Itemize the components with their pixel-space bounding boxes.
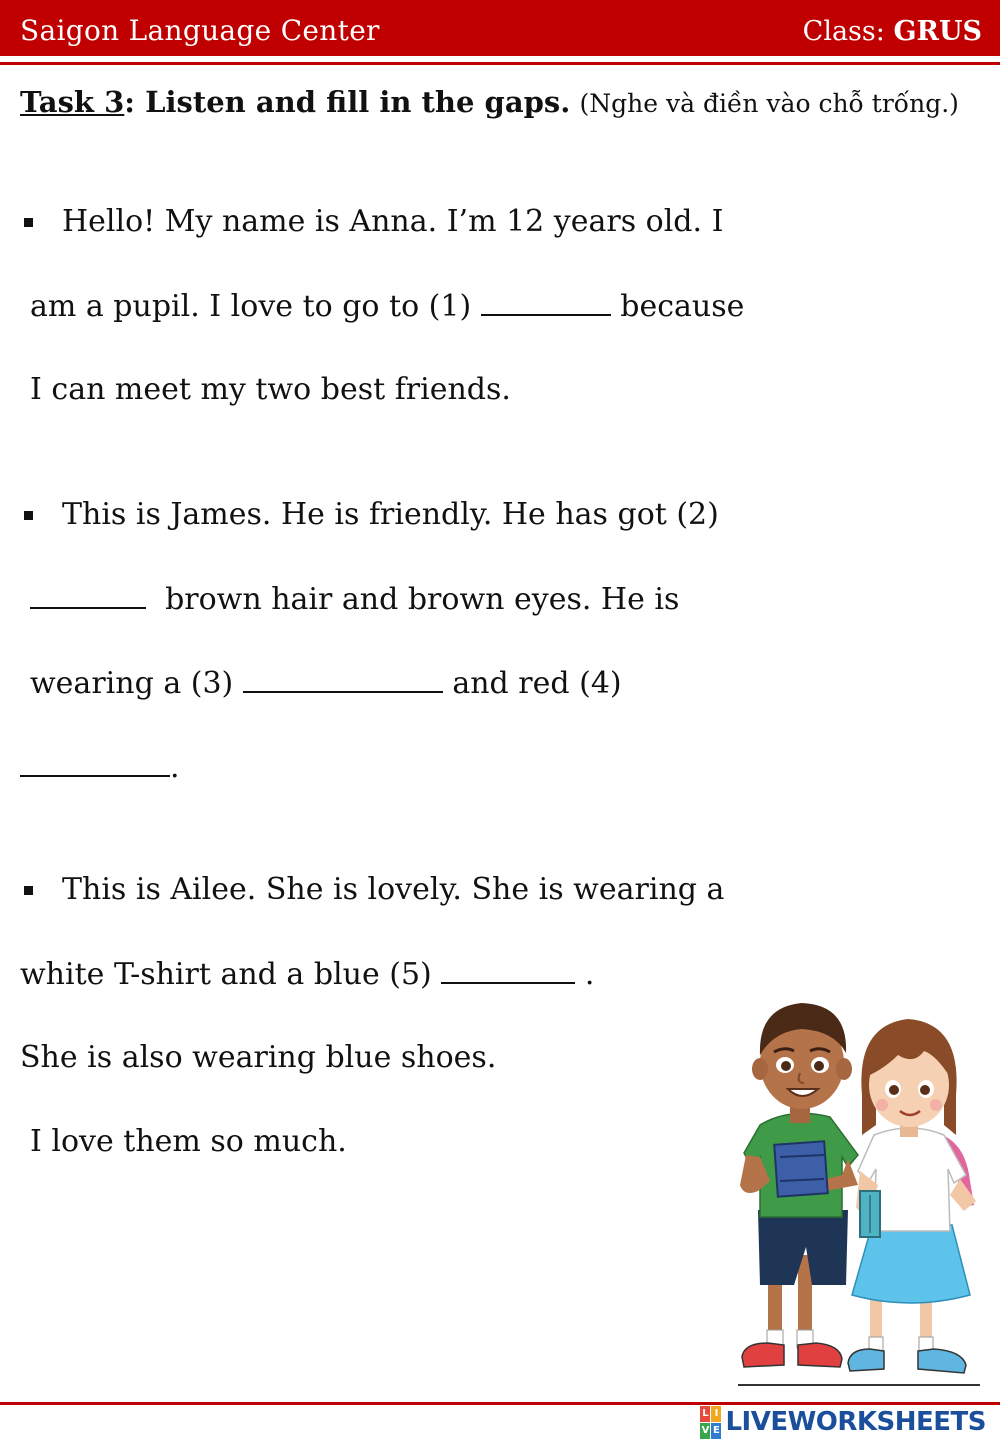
- p2-line1: This is James. He is friendly. He has got (2): [62, 497, 719, 532]
- bullet-3: [24, 886, 33, 895]
- p2-line2-text: brown hair and brown eyes. He is: [165, 582, 680, 617]
- class-label: Class:: [802, 16, 885, 47]
- logo-text: LIVEWORKSHEETS: [725, 1407, 986, 1437]
- logo-mark-letter: V: [700, 1423, 710, 1439]
- p1-line1: Hello! My name is Anna. I’m 12 years old. I: [62, 204, 724, 239]
- p3-line2: [20, 956, 594, 993]
- logo-mark-letter: L: [700, 1406, 710, 1422]
- p2-line3b: and red (4): [452, 666, 622, 701]
- p3-line2a: white T-shirt and a blue (5): [20, 957, 432, 992]
- gap-5-blank[interactable]: [441, 956, 575, 984]
- p2-line3a: wearing a (3): [30, 666, 234, 701]
- p1-line3: I can meet my two best friends.: [30, 372, 511, 407]
- gap-3-blank[interactable]: [243, 665, 443, 693]
- p1-line2a: am a pupil. I love to go to (1): [30, 289, 472, 324]
- girl-figure: [848, 1019, 976, 1373]
- liveworksheets-logo[interactable]: [700, 1404, 986, 1440]
- logo-mark-letter: I: [711, 1406, 721, 1422]
- p2-line4: [20, 749, 180, 786]
- p2-line2: [30, 581, 679, 618]
- gap-2-blank[interactable]: [30, 581, 146, 609]
- task-title: [20, 84, 970, 122]
- task-instruction: : Listen and fill in the gaps.: [124, 85, 571, 119]
- gap-1-blank[interactable]: [481, 288, 611, 316]
- p1-line2: [30, 288, 744, 325]
- class-info: [803, 16, 982, 47]
- header-divider: [0, 62, 1000, 65]
- class-value: GRUS: [893, 16, 982, 47]
- p1-line2b: because: [620, 289, 745, 324]
- logo-mark-letter: E: [711, 1423, 721, 1439]
- bullet-1: [24, 218, 33, 227]
- task-note: (Nghe và điền vào chỗ trống.): [579, 89, 959, 118]
- org-name: Saigon Language Center: [20, 14, 380, 47]
- p3-line4: I love them so much.: [30, 1124, 347, 1159]
- p3-line2b: .: [584, 957, 595, 992]
- header-bar: [0, 0, 1000, 56]
- task-label: Task 3: [20, 85, 125, 119]
- p2-line4-text: .: [170, 750, 180, 785]
- p3-line1: This is Ailee. She is lovely. She is wearing a: [62, 872, 725, 907]
- gap-4-blank[interactable]: [20, 749, 170, 777]
- boy-figure: [740, 1003, 858, 1367]
- ground-line: [738, 1384, 980, 1386]
- kids-illustration: [730, 985, 990, 1390]
- logo-mark-icon: [700, 1406, 721, 1439]
- bullet-2: [24, 511, 33, 520]
- p2-line3: [30, 665, 622, 702]
- p3-line3: She is also wearing blue shoes.: [20, 1040, 497, 1075]
